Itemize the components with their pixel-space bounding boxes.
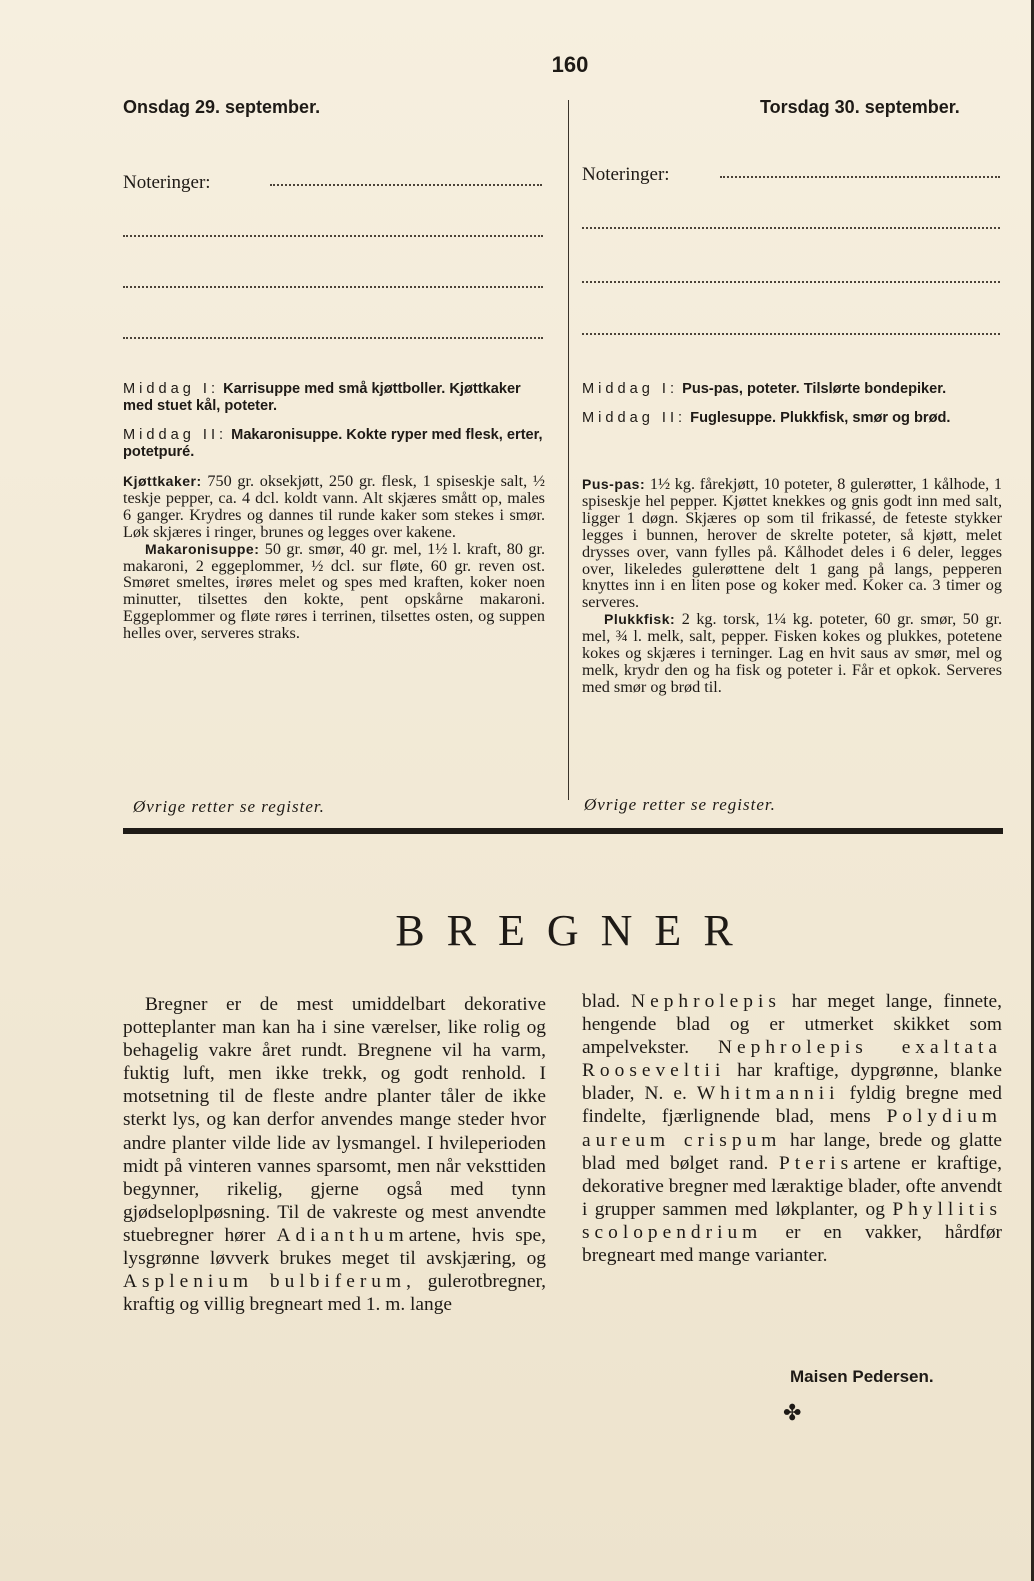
- right-menu1-text: Pus-pas, poteter. Tilslørte bondepiker.: [682, 381, 947, 397]
- right-date-heading: Torsdag 30. september.: [760, 97, 960, 117]
- right-note-line-1[interactable]: [720, 175, 1000, 178]
- article-left-column: [123, 993, 546, 1316]
- article-nephrolepis-exaltata: Nephrolepis exaltata Rooseveltii: [582, 1037, 1002, 1082]
- article-title: BREGNER: [395, 906, 755, 955]
- right-menu2-text: Fuglesuppe. Plukkfisk, smør og brød.: [690, 410, 951, 426]
- right-note-line-2[interactable]: [582, 226, 1000, 229]
- right-notes-label: Noteringer:: [582, 164, 670, 185]
- article-nephrolepis: Nephrolepis: [631, 991, 781, 1012]
- right-note-line-3[interactable]: [582, 280, 1000, 283]
- left-menu2-text: Makaronisuppe. Kokte ryper med flesk, erter, potetpuré.: [123, 427, 543, 460]
- right-recipes: [582, 476, 1002, 696]
- article-adiantum: Adianthum: [276, 1224, 409, 1246]
- column-divider: [568, 100, 569, 800]
- article-left-text-1: Bregner er de mest umiddelbart dekorative potteplanter man kan ha i sine værelser, like rolig og behagelig vakre året rundt. Bregnene vil ha varm, fuktig luft, men ikke trekk, og godt renhold. I motsetning til de fleste andre planter tåler de ikke sterkt lys, og kan derfor anvendes mange steder hvor andre planter vilde lide av lysmangel. I hvileperioden midt på vinteren vannes sparsomt, men når veksttiden begynner, rikelig, gjerne også med tynn gjødseloplpøsning. Til de vakreste og mest anvendte stuebregner hører: [123, 994, 546, 1246]
- right-recipe1-text: 1½ kg. fårekjøtt, 10 poteter, 8 gulerøtter, 1 kålhode, 1 spiseskje hel pepper. Kjøttet knekkes og gnis godt inn med salt, ligger 1 døgn. Skjæres op som til frikassé, de feteste stykker legges i bunnen, herover de skrelte poteter, så kjøtt, melet drysses over, vann fylles på. Kålhodet deles i 6 deler, legges over, likeledes gulerøttene delt 1 gang på langs, pepperen knyttes inn i en liten pose og koker med. Koker ca. 3 timer og serveres.: [582, 475, 1002, 612]
- article-asplenium: Asplenium bulbiferum,: [123, 1271, 416, 1293]
- article-whitmannii: Whitmannii: [696, 1083, 840, 1105]
- left-menu1-label: Middag I:: [123, 381, 220, 397]
- article-left-text-3: gulerotbregner, kraftig og villig bregneart med 1. m. lange: [123, 1271, 546, 1316]
- article-signature: Maisen Pedersen.: [790, 1367, 934, 1386]
- ornament-icon: ✤: [783, 1400, 802, 1425]
- article-right-text-2: har meget lange, finnete, hengende blad og er utmerket skikket som ampelvekster.: [582, 991, 1003, 1059]
- left-menu: [123, 381, 545, 473]
- left-notes-label: Noteringer:: [123, 172, 211, 193]
- article-right-column: [582, 990, 1002, 1267]
- left-recipe2-text: 50 gr. smør, 40 gr. mel, 1½ l. kraft, 80 gr. makaroni, 2 eggeplommer, ½ dcl. sur fløte, 60 gr. reven ost. Smøret smeltes, irøres melet og spes med kraften, koker noen minutter, tilsettes den kokte, pent opskårne makaroni. Eggeplommer og fløte røres i terrinen, tilsettes osten, og suppen helles over, serveres straks.: [123, 539, 546, 643]
- left-recipe1-text: 750 gr. oksekjøtt, 250 gr. flesk, 1 spiseskje salt, ½ teskje pepper, ca. 4 dcl. koldt vann. Alt skjæres smått op, males 6 ganger. Krydres og dannes til runde kaker som stekes i smør. Løk skjæres i ringer, brunes og legges over kakene.: [123, 472, 546, 541]
- left-ovrige-retter: Øvrige retter se register.: [133, 797, 325, 816]
- left-recipe2-title: Makaronisuppe:: [145, 540, 260, 557]
- right-menu2-label: Middag II:: [582, 410, 687, 426]
- right-ovrige-retter: Øvrige retter se register.: [584, 795, 776, 814]
- article-right-text-1: blad.: [582, 991, 621, 1012]
- section-divider: [123, 828, 1003, 834]
- article-phyllitis: Phyllitis scolopendrium: [582, 1198, 1002, 1243]
- right-menu1-label: Middag I:: [582, 381, 679, 397]
- left-recipes: [123, 473, 545, 642]
- article-pteris: Pteris: [779, 1152, 854, 1174]
- right-note-line-4[interactable]: [582, 332, 1000, 335]
- left-menu1-text: Karrisuppe med små kjøttboller. Kjøttkaker med stuet kål, poteter.: [123, 381, 521, 414]
- article-right-text-7: er en vakker, hårdfør bregneart med mange varianter.: [582, 1221, 1002, 1267]
- article-right-text-3: har kraftige, dypgrønne, blanke blader, N. e.: [582, 1060, 1002, 1105]
- article-left-text-2: artene, hvis spe, lysgrønne løvverk brukes meget til avskjæring, og: [123, 1224, 546, 1270]
- right-recipe1-title: Pus-pas:: [582, 476, 646, 492]
- article-right-text-5: har lange, brede og glatte blad med bølget rand.: [582, 1129, 1002, 1174]
- left-recipe1-title: Kjøttkaker:: [123, 473, 202, 489]
- right-menu: [582, 381, 1002, 439]
- article-right-text-6: artene er kraftige, dekorative bregner med læraktige blader, ofte anvendt i grupper sammen med løkplanter, og: [582, 1152, 1002, 1220]
- page-number: 160: [551, 52, 589, 77]
- article-right-text-4: fyldig bregne med findelte, fjærlignende blad, mens: [582, 1083, 1002, 1128]
- left-date-heading: Onsdag 29. september.: [123, 97, 321, 117]
- left-note-line-2[interactable]: [123, 234, 543, 237]
- right-recipe2-text: 2 kg. torsk, 1¼ kg. poteter, 60 gr. smør, 50 gr. mel, ¾ l. melk, salt, pepper. Fisken kokes og plukkes, potetene kokes og skjæres i terninger. Lag en hvit saus av smør, mel og melk, krydr den og ha fisk og poteter i. Får et opkok. Serveres med smør og brød til.: [582, 610, 1003, 696]
- left-note-line-1[interactable]: [270, 183, 542, 186]
- left-note-line-3[interactable]: [123, 285, 543, 288]
- left-menu2-label: Middag II:: [123, 427, 228, 443]
- left-note-line-4[interactable]: [123, 336, 543, 339]
- right-recipe2-title: Plukkfisk:: [604, 611, 676, 628]
- article-polydium: Polydium aureum crispum: [582, 1106, 1002, 1151]
